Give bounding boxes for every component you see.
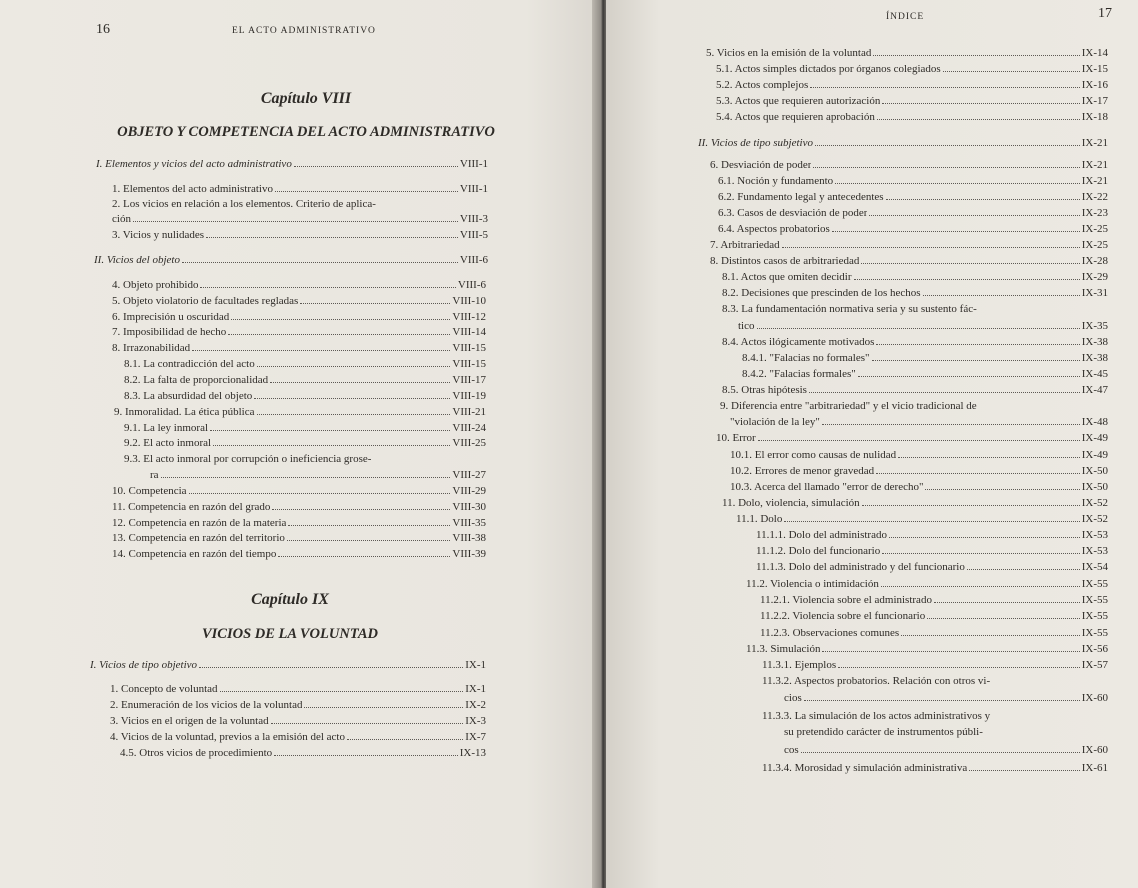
toc-entry-text: 5.2. Actos complejos [716, 79, 809, 91]
right-page-number: 17 [1098, 6, 1112, 21]
chapter-ix-title: Capítulo IX [251, 591, 329, 608]
dot-leader [882, 103, 1079, 104]
dot-leader [347, 739, 463, 740]
toc-entry-text: 8. Irrazonabilidad [112, 342, 191, 354]
toc-entry-page: IX-29 [1081, 271, 1108, 283]
dot-leader [287, 540, 451, 541]
toc-entry-text: 8.5. Otras hipótesis [722, 384, 807, 396]
toc-entry-text: 8.2. Decisiones que prescinden de los hechos [722, 287, 921, 299]
dot-leader [220, 691, 464, 692]
toc-entry-page: VIII-1 [459, 183, 488, 195]
toc-entry-page: IX-48 [1081, 416, 1108, 428]
right-running-head: ÍNDICE [886, 12, 925, 22]
toc-entry-text: 8.3. La absurdidad del objeto [124, 390, 253, 402]
dot-leader [815, 145, 1080, 146]
toc-entry [760, 594, 1108, 607]
toc-entry-text: 1. Elementos del acto administrativo [112, 183, 273, 195]
toc-entry [112, 311, 486, 324]
toc-entry-text: cios [784, 692, 802, 704]
toc-entry-text: ción [112, 213, 131, 225]
dot-leader [200, 287, 455, 288]
dot-leader [862, 505, 1080, 506]
toc-entry-continued: 8.3. La fundamentación normativa seria y su sustento fác- [722, 303, 977, 315]
toc-entry-text: 10.2. Errores de menor gravedad [730, 465, 875, 477]
toc-entry-continued: 9.3. El acto inmoral por corrupción o ineficiencia grose- [124, 453, 372, 465]
toc-entry-page: VIII-27 [452, 469, 486, 481]
dot-leader [873, 55, 1079, 56]
dot-leader [901, 635, 1080, 636]
toc-entry-text: 6.1. Noción y fundamento [718, 175, 834, 187]
toc-entry-page: IX-17 [1081, 95, 1108, 107]
dot-leader [189, 493, 451, 494]
toc-entry-page: IX-3 [465, 715, 486, 727]
toc-entry-text: 14. Competencia en razón del tiempo [112, 548, 277, 560]
toc-entry [112, 279, 486, 292]
toc-entry-page: VIII-15 [452, 342, 486, 354]
toc-entry-page: IX-28 [1081, 255, 1108, 267]
toc-entry [716, 432, 1108, 445]
toc-entry-page: IX-25 [1081, 223, 1108, 235]
dot-leader [231, 319, 450, 320]
dot-leader [858, 376, 1080, 377]
toc-entry-text: 9.1. La ley inmoral [124, 422, 209, 434]
dot-leader [881, 586, 1080, 587]
toc-entry-page: VIII-24 [452, 422, 486, 434]
dot-leader [272, 509, 450, 510]
toc-entry-page: IX-35 [1081, 320, 1108, 332]
toc-entry [762, 762, 1108, 775]
toc-entry [784, 692, 1108, 705]
toc-entry [730, 449, 1108, 462]
toc-entry-text: 5. Objeto violatorio de facultades regladas [112, 295, 299, 307]
toc-entry [110, 731, 486, 744]
toc-entry [760, 610, 1108, 623]
toc-entry-page: VIII-14 [452, 326, 486, 338]
toc-entry-page: IX-45 [1081, 368, 1108, 380]
toc-entry-page: IX-52 [1081, 497, 1108, 509]
chapter-viii-subtitle: OBJETO Y COMPETENCIA DEL ACTO ADMINISTRATIVO [117, 124, 495, 140]
toc-entry-text: 1. Concepto de voluntad [110, 683, 218, 695]
toc-entry-text: cos [784, 744, 799, 756]
dot-leader [782, 247, 1080, 248]
toc-entry-page: IX-52 [1081, 513, 1108, 525]
dot-leader [886, 199, 1080, 200]
dot-leader [206, 237, 458, 238]
toc-entry-text: 11.2.2. Violencia sobre el funcionario [760, 610, 926, 622]
toc-entry-text: 9. Inmoralidad. La ética pública [114, 406, 255, 418]
toc-entry [760, 627, 1108, 640]
toc-entry-page: VIII-25 [452, 437, 486, 449]
toc-entry-text: II. Vicios de tipo subjetivo [698, 137, 813, 149]
toc-entry-text: 11.2. Violencia o intimidación [746, 578, 879, 590]
toc-entry-page: VIII-10 [452, 295, 486, 307]
toc-entry-text: 8.1. Actos que omiten decidir [722, 271, 852, 283]
toc-entry-text: 11.2.1. Violencia sobre el administrado [760, 594, 932, 606]
toc-entry-page: VIII-30 [452, 501, 486, 513]
left-page-number: 16 [96, 22, 110, 37]
toc-entry [756, 561, 1108, 574]
toc-entry-text: "violación de la ley" [730, 416, 820, 428]
right-page [606, 0, 1138, 888]
toc-entry [124, 437, 486, 450]
toc-entry-page: IX-56 [1081, 643, 1108, 655]
toc-entry-text: 12. Competencia en razón de la materia [112, 517, 287, 529]
toc-entry-text: 8.4.2. "Falacias formales" [742, 368, 856, 380]
toc-entry [730, 481, 1108, 494]
dot-leader [813, 167, 1079, 168]
dot-leader [278, 556, 450, 557]
dot-leader [877, 119, 1080, 120]
toc-entry [124, 358, 486, 371]
toc-entry [756, 545, 1108, 558]
toc-entry-page: VIII-6 [457, 279, 486, 291]
dot-leader [861, 263, 1079, 264]
toc-entry-page: VIII-19 [452, 390, 486, 402]
toc-entry-text: 6. Desviación de poder [710, 159, 812, 171]
dot-leader [838, 667, 1080, 668]
toc-entry-text: 11.3.4. Morosidad y simulación administrativa [762, 762, 968, 774]
toc-entry-text: 11.3.1. Ejemplos [762, 659, 837, 671]
dot-leader [757, 328, 1080, 329]
toc-entry-page: IX-60 [1081, 744, 1108, 756]
toc-entry-page: VIII-17 [452, 374, 486, 386]
toc-entry-text: 3. Vicios y nulidades [112, 229, 205, 241]
toc-entry-page: IX-14 [1081, 47, 1108, 59]
dot-leader [294, 166, 458, 167]
dot-leader [876, 344, 1079, 345]
toc-entry [722, 287, 1108, 300]
toc-entry-page: IX-53 [1081, 545, 1108, 557]
dot-leader [934, 602, 1080, 603]
dot-leader [969, 770, 1080, 771]
toc-entry-page: IX-21 [1081, 137, 1108, 149]
dot-leader [192, 350, 450, 351]
toc-entry-page: IX-55 [1081, 627, 1108, 639]
dot-leader [809, 392, 1080, 393]
dot-leader [182, 262, 458, 263]
toc-entry [112, 532, 486, 545]
chapter-ix-subtitle: VICIOS DE LA VOLUNTAD [201, 626, 379, 642]
toc-entry [114, 406, 486, 419]
toc-entry-page: IX-57 [1081, 659, 1108, 671]
toc-entry-page: IX-53 [1081, 529, 1108, 541]
toc-entry-page: VIII-3 [459, 213, 488, 225]
toc-entry [716, 79, 1108, 92]
toc-entry-page: IX-50 [1081, 481, 1108, 493]
toc-entry-continued: 2. Los vicios en relación a los elementos. Criterio de aplica- [112, 198, 376, 210]
dot-leader [304, 707, 463, 708]
dot-leader [898, 457, 1080, 458]
toc-entry-page: IX-22 [1081, 191, 1108, 203]
toc-entry [112, 295, 486, 308]
dot-leader [854, 279, 1080, 280]
toc-entry-text: 11.2.3. Observaciones comunes [760, 627, 900, 639]
toc-entry-page: IX-1 [465, 659, 486, 671]
toc-entry [746, 578, 1108, 591]
dot-leader [927, 618, 1080, 619]
toc-entry-page: IX-55 [1081, 610, 1108, 622]
toc-entry [736, 513, 1108, 526]
toc-entry [112, 326, 486, 339]
toc-entry [110, 683, 486, 696]
toc-entry [124, 374, 486, 387]
dot-leader [213, 445, 450, 446]
toc-entry-page: VIII-12 [452, 311, 486, 323]
dot-leader [199, 667, 463, 668]
toc-entry [150, 469, 486, 482]
toc-entry-page: IX-49 [1081, 449, 1108, 461]
dot-leader [835, 183, 1080, 184]
dot-leader [832, 231, 1080, 232]
toc-entry-text: 13. Competencia en razón del territorio [112, 532, 285, 544]
toc-entry-page: VIII-5 [459, 229, 488, 241]
dot-leader [872, 360, 1080, 361]
dot-leader [822, 651, 1079, 652]
dot-leader [254, 398, 450, 399]
toc-entry [716, 95, 1108, 108]
toc-entry [742, 368, 1108, 381]
toc-entry [718, 191, 1108, 204]
toc-entry [730, 416, 1108, 429]
dot-leader [801, 752, 1080, 753]
toc-entry-text: 4. Vicios de la voluntad, previos a la emisión del acto [110, 731, 345, 743]
toc-entry-page: IX-21 [1081, 175, 1108, 187]
toc-entry-text: 2. Enumeración de los vicios de la voluntad [110, 699, 303, 711]
toc-entry-text: 11.3. Simulación [746, 643, 821, 655]
toc-entry-text: 7. Arbitrariedad [710, 239, 780, 251]
toc-entry-page: IX-16 [1081, 79, 1108, 91]
toc-entry-page: VIII-29 [452, 485, 486, 497]
toc-entry-page: IX-7 [465, 731, 486, 743]
toc-entry [722, 336, 1108, 349]
dot-leader [210, 430, 450, 431]
dot-leader [943, 71, 1080, 72]
dot-leader [882, 553, 1079, 554]
toc-entry [112, 342, 486, 355]
toc-entry [738, 320, 1108, 333]
toc-entry [742, 352, 1108, 365]
toc-entry-text: 8.4.1. "Falacias no formales" [742, 352, 870, 364]
toc-entry [716, 63, 1108, 76]
dot-leader [257, 366, 451, 367]
toc-entry [746, 643, 1108, 656]
toc-entry [718, 223, 1108, 236]
toc-entry-page: VIII-39 [452, 548, 486, 560]
toc-entry-text: 5.3. Actos que requieren autorización [716, 95, 881, 107]
dot-leader [133, 221, 458, 222]
toc-entry-text: 10. Error [716, 432, 756, 444]
toc-entry-page: VIII-1 [459, 158, 488, 170]
toc-entry-page: IX-61 [1081, 762, 1108, 774]
toc-entry-text: 8. Distintos casos de arbitrariedad [710, 255, 860, 267]
toc-entry-page: VIII-15 [452, 358, 486, 370]
toc-entry [722, 271, 1108, 284]
toc-entry-page: IX-2 [465, 699, 486, 711]
dot-leader [784, 521, 1079, 522]
toc-entry-page: IX-49 [1081, 432, 1108, 444]
toc-entry-page: IX-25 [1081, 239, 1108, 251]
toc-entry-page: IX-1 [465, 683, 486, 695]
left-running-head: EL ACTO ADMINISTRATIVO [232, 26, 376, 36]
toc-entry [722, 497, 1108, 510]
toc-entry-text: 8.4. Actos ilógicamente motivados [722, 336, 875, 348]
toc-entry [722, 384, 1108, 397]
toc-entry-continued: 11.3.2. Aspectos probatorios. Relación con otros vi- [762, 675, 991, 687]
toc-entry-text: 8.2. La falta de proporcionalidad [124, 374, 269, 386]
toc-entry-text: 11.1. Dolo [736, 513, 783, 525]
toc-entry-text: 9.2. El acto inmoral [124, 437, 212, 449]
dot-leader [288, 525, 450, 526]
toc-entry-page: IX-55 [1081, 594, 1108, 606]
toc-entry-text: 10.1. El error como causas de nulidad [730, 449, 897, 461]
dot-leader [161, 477, 451, 478]
toc-entry [756, 529, 1108, 542]
toc-entry-text: 7. Imposibilidad de hecho [112, 326, 227, 338]
toc-entry-page: IX-60 [1081, 692, 1108, 704]
toc-entry-text: 6.3. Casos de desviación de poder [718, 207, 868, 219]
toc-entry [112, 517, 486, 530]
dot-leader [275, 191, 458, 192]
toc-entry-text: 4.5. Otros vicios de procedimiento [120, 747, 273, 759]
dot-leader [270, 382, 450, 383]
toc-entry [710, 159, 1108, 172]
toc-entry [784, 744, 1108, 757]
toc-entry [706, 47, 1108, 60]
toc-entry-page: IX-13 [459, 747, 486, 759]
toc-entry [112, 548, 486, 561]
toc-entry-page: IX-50 [1081, 465, 1108, 477]
toc-entry-text: 11.1.1. Dolo del administrado [756, 529, 887, 541]
toc-entry [110, 699, 486, 712]
toc-entry-text: I. Vicios de tipo objetivo [90, 659, 198, 671]
toc-entry [94, 254, 488, 267]
toc-entry-text: 11. Competencia en razón del grado [112, 501, 271, 513]
toc-entry-text: 11. Dolo, violencia, simulación [722, 497, 860, 509]
dot-leader [257, 414, 451, 415]
toc-entry-text: 4. Objeto prohibido [112, 279, 199, 291]
dot-leader [274, 755, 458, 756]
toc-entry-page: IX-38 [1081, 336, 1108, 348]
toc-entry-page: IX-21 [1081, 159, 1108, 171]
toc-entry [96, 158, 488, 171]
toc-entry-continued: 11.3.3. La simulación de los actos administrativos y [762, 710, 991, 722]
toc-entry [710, 255, 1108, 268]
toc-entry-page: IX-55 [1081, 578, 1108, 590]
toc-entry-text: 5.1. Actos simples dictados por órganos colegiados [716, 63, 941, 75]
toc-entry-text: 8.1. La contradicción del acto [124, 358, 255, 370]
toc-entry [698, 137, 1108, 150]
toc-entry-text: 11.1.3. Dolo del administrado y del funcionario [756, 561, 965, 573]
toc-entry-text: 6. Imprecisión u oscuridad [112, 311, 230, 323]
dot-leader [300, 303, 450, 304]
dot-leader [271, 723, 464, 724]
chapter-viii-title: Capítulo VIII [260, 90, 352, 107]
toc-entry-continued: su pretendido carácter de instrumentos públi- [784, 726, 983, 738]
toc-entry-text: II. Vicios del objeto [94, 254, 180, 266]
toc-entry-text: 10.3. Acerca del llamado "error de derecho" [730, 481, 924, 493]
toc-entry-text: I. Elementos y vicios del acto administrativo [96, 158, 292, 170]
toc-entry-page: IX-31 [1081, 287, 1108, 299]
toc-entry-page: VIII-38 [452, 532, 486, 544]
toc-entry-text: 5. Vicios en la emisión de la voluntad [706, 47, 872, 59]
dot-leader [876, 473, 1080, 474]
toc-entry-text: 6.2. Fundamento legal y antecedentes [718, 191, 884, 203]
dot-leader [810, 87, 1079, 88]
toc-entry [112, 485, 486, 498]
dot-leader [228, 334, 450, 335]
dot-leader [804, 700, 1080, 701]
toc-entry [90, 659, 486, 672]
toc-entry-page: VIII-6 [459, 254, 488, 266]
toc-entry-page: IX-54 [1081, 561, 1108, 573]
toc-entry-text: 6.4. Aspectos probatorios [718, 223, 830, 235]
toc-entry-page: IX-23 [1081, 207, 1108, 219]
toc-entry [124, 422, 486, 435]
toc-entry-continued: 9. Diferencia entre "arbitrariedad" y el vicio tradicional de [720, 400, 977, 412]
toc-entry-page: IX-47 [1081, 384, 1108, 396]
toc-entry-text: tico [738, 320, 755, 332]
toc-entry [718, 175, 1108, 188]
toc-entry [762, 659, 1108, 672]
toc-entry [112, 183, 488, 196]
toc-entry-text: 5.4. Actos que requieren aprobación [716, 111, 875, 123]
dot-leader [967, 569, 1080, 570]
toc-entry [110, 715, 486, 728]
toc-entry-page: IX-15 [1081, 63, 1108, 75]
toc-entry [112, 213, 488, 226]
toc-entry-page: IX-18 [1081, 111, 1108, 123]
toc-entry-page: VIII-35 [452, 517, 486, 529]
dot-leader [889, 537, 1080, 538]
toc-entry [124, 390, 486, 403]
toc-entry [710, 239, 1108, 252]
toc-entry [112, 229, 488, 242]
toc-entry [716, 111, 1108, 124]
toc-entry-page: VIII-21 [452, 406, 486, 418]
toc-entry [112, 501, 486, 514]
toc-entry-text: 11.1.2. Dolo del funcionario [756, 545, 881, 557]
toc-entry-text: 10. Competencia [112, 485, 187, 497]
toc-entry-text: 3. Vicios en el origen de la voluntad [110, 715, 269, 727]
toc-entry [730, 465, 1108, 478]
toc-entry [718, 207, 1108, 220]
dot-leader [925, 489, 1079, 490]
dot-leader [822, 424, 1080, 425]
dot-leader [758, 440, 1080, 441]
toc-entry [120, 747, 486, 760]
toc-entry-text: ra [150, 469, 159, 481]
toc-entry-page: IX-38 [1081, 352, 1108, 364]
dot-leader [923, 295, 1080, 296]
dot-leader [869, 215, 1079, 216]
